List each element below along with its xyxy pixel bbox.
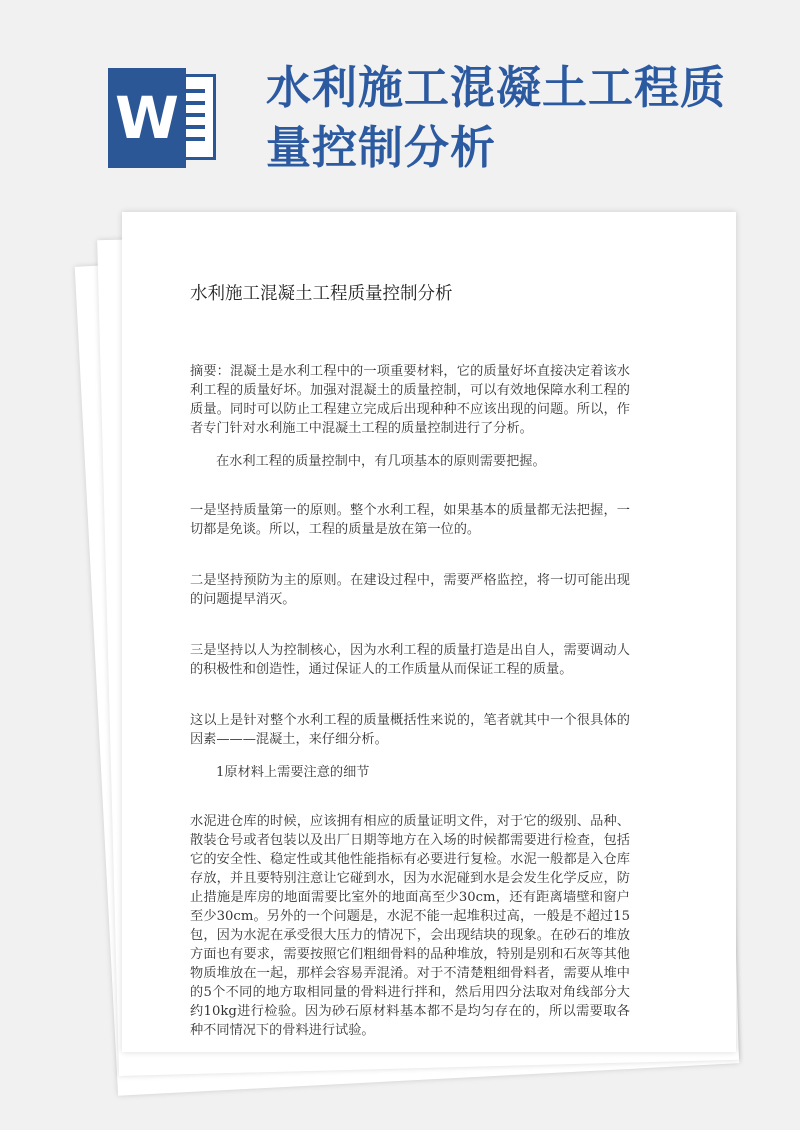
principle-three-paragraph: 三是坚持以人为控制核心，因为水利工程的质量打造是出自人，需要调动人的积极性和创造性，通过保证人的工作质量从而保证工程的质量。	[190, 643, 630, 677]
word-letter-badge: W	[108, 68, 186, 168]
principle-one-paragraph: 一是坚持质量第一的原则。整个水利工程，如果基本的质量都无法把握，一切都是免谈。所以，工程的质量是放在第一位的。	[190, 503, 630, 537]
abstract-paragraph: 摘要：混凝土是水利工程中的一项重要材料，它的质量好坏直接决定着该水利工程的质量好坏。加强对混凝土的质量控制，可以有效地保障水利工程的质量。同时可以防止工程建立完成后出现种种不应该出现的问题。所以，作者专门针对水利施工中混凝土工程的质量控制进行了分析。	[190, 364, 630, 436]
section-heading: 1原材料上需要注意的细节	[216, 765, 370, 780]
page-title: 水利施工混凝土工程质量控制分析	[266, 61, 727, 174]
principle-two-paragraph: 二是坚持预防为主的原则。在建设过程中，需要严格监控，将一切可能出现的问题提早消灭。	[190, 573, 630, 607]
summary-paragraph: 这以上是针对整个水利工程的质量概括性来说的，笔者就其中一个很具体的因素———混凝土，来仔细分析。	[190, 713, 630, 747]
word-icon	[108, 68, 220, 168]
document-title: 水利施工混凝土工程质量控制分析	[190, 284, 453, 304]
document-body	[190, 282, 630, 1040]
principles-intro-paragraph: 在水利工程的质量控制中，有几项基本的原则需要把握。	[216, 454, 546, 469]
materials-paragraph: 水泥进仓库的时候，应该拥有相应的质量证明文件，对于它的级别、品种、散装仓号或者包装以及出厂日期等地方在入场的时候都需要进行检查，包括它的安全性、稳定性或其他性能指标有必要进行复检。水泥一般都是入仓库存放，并且要特别注意让它碰到水，因为水泥碰到水是会发生化学反应，防止措施是库房的地面需要比室外的地面高至少30cm，还有距离墙壁和窗户至少30cm。另外的一个问题是，水泥不能一起堆积过高，一般是不超过15包，因为水泥在承受很大压力的情况下，会出现结块的现象。在砂石的堆放方面也有要求，需要按照它们粗细骨料的品种堆放，特别是别和石灰等其他物质堆放在一起，那样会容易弄混淆。对于不清楚粗细骨料者，需要从堆中的5个不同的地方取相同量的骨料进行拌和，然后用四分法取对角线部分大约10kg进行检验。因为砂石原材料基本都不是均匀存在的，所以需要取各种不同情况下的骨料进行试验。	[190, 814, 630, 1038]
